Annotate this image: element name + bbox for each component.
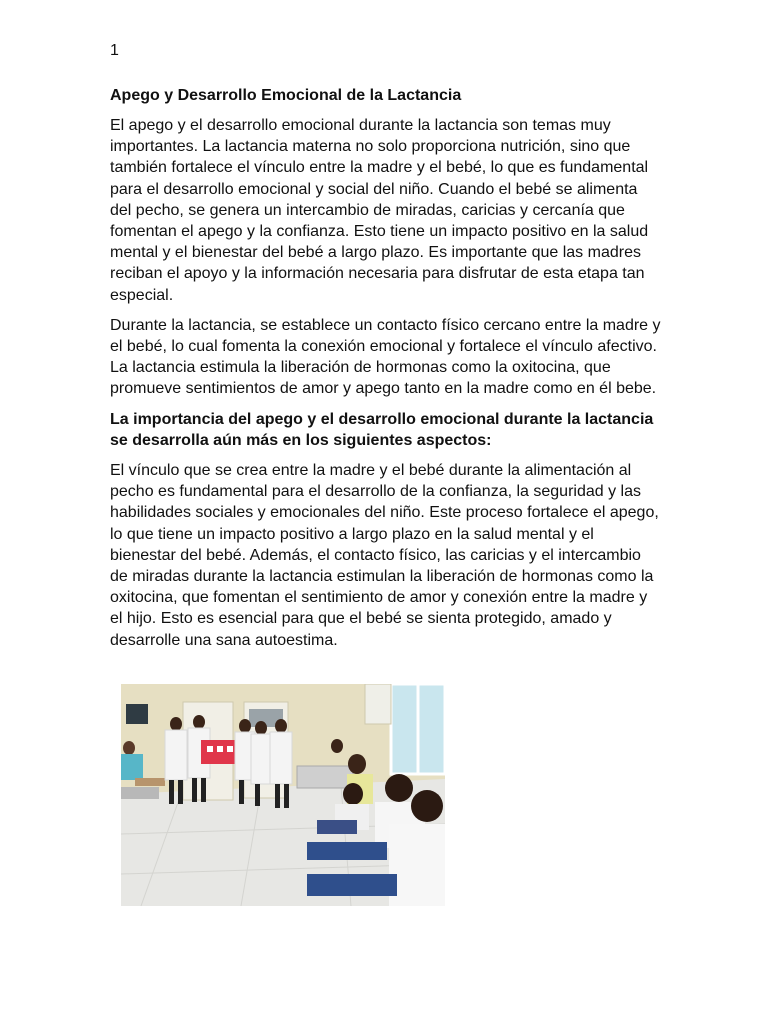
section-subheading: La importancia del apego y el desarrollo emocional durante la lactancia se desarrolla aún más en los siguientes aspectos: <box>110 410 654 449</box>
paragraph-contact: Durante la lactancia, se establece un contacto físico cercano entre la madre y el bebé, lo cual fomenta la conexión emocional y fortalece el vínculo afectivo. La lactancia estimula la liberación de hormonas como la oxitocina, que promueve sentimientos de amor y apego tanto en la madre como en él bebe. <box>110 316 661 398</box>
document-body <box>110 85 662 660</box>
paragraph-intro: El apego y el desarrollo emocional durante la lactancia son temas muy importantes. La lactancia materna no solo proporciona nutrición, sino que también fortalece el vínculo entre la madre y el bebé, lo que es fundamental para el desarrollo emocional y social del niño. Cuando el bebé se alimenta del pecho, se genera un intercambio de miradas, caricias y cercanía que fomentan el apego y la confianza. Esto tiene un impacto positivo en la salud mental y el bienestar del bebé a largo plazo. Es importante que las madres reciban el apoyo y la información necesaria para disfrutar de esta etapa tan especial. <box>110 117 649 304</box>
paragraph-bond: El vínculo que se crea entre la madre y el bebé durante la alimentación al pecho es fundamental para el desarrollo de la confianza, la seguridad y las habilidades sociales y emocionales del niño. Este proceso fortalece el apego, lo que tiene un impacto positivo a largo plazo en la salud mental y el bienestar del bebé. Además, el contacto físico, las caricias y el intercambio de miradas durante la lactancia estimulan la liberación de hormonas como la oxitocina, que fomentan el sentimiento de amor y conexión entre la madre y el hijo. Esto es esencial para que el bebé se sienta protegido, amado y desarrolle una sana autoestima. <box>110 462 659 649</box>
poster <box>126 704 148 724</box>
breastfeeding-workshop-photo <box>121 684 445 906</box>
seated-person-left <box>121 754 143 780</box>
table <box>297 766 353 788</box>
page-number: 1 <box>110 42 119 59</box>
document-title: Apego y Desarrollo Emocional de la Lactancia <box>110 87 462 104</box>
